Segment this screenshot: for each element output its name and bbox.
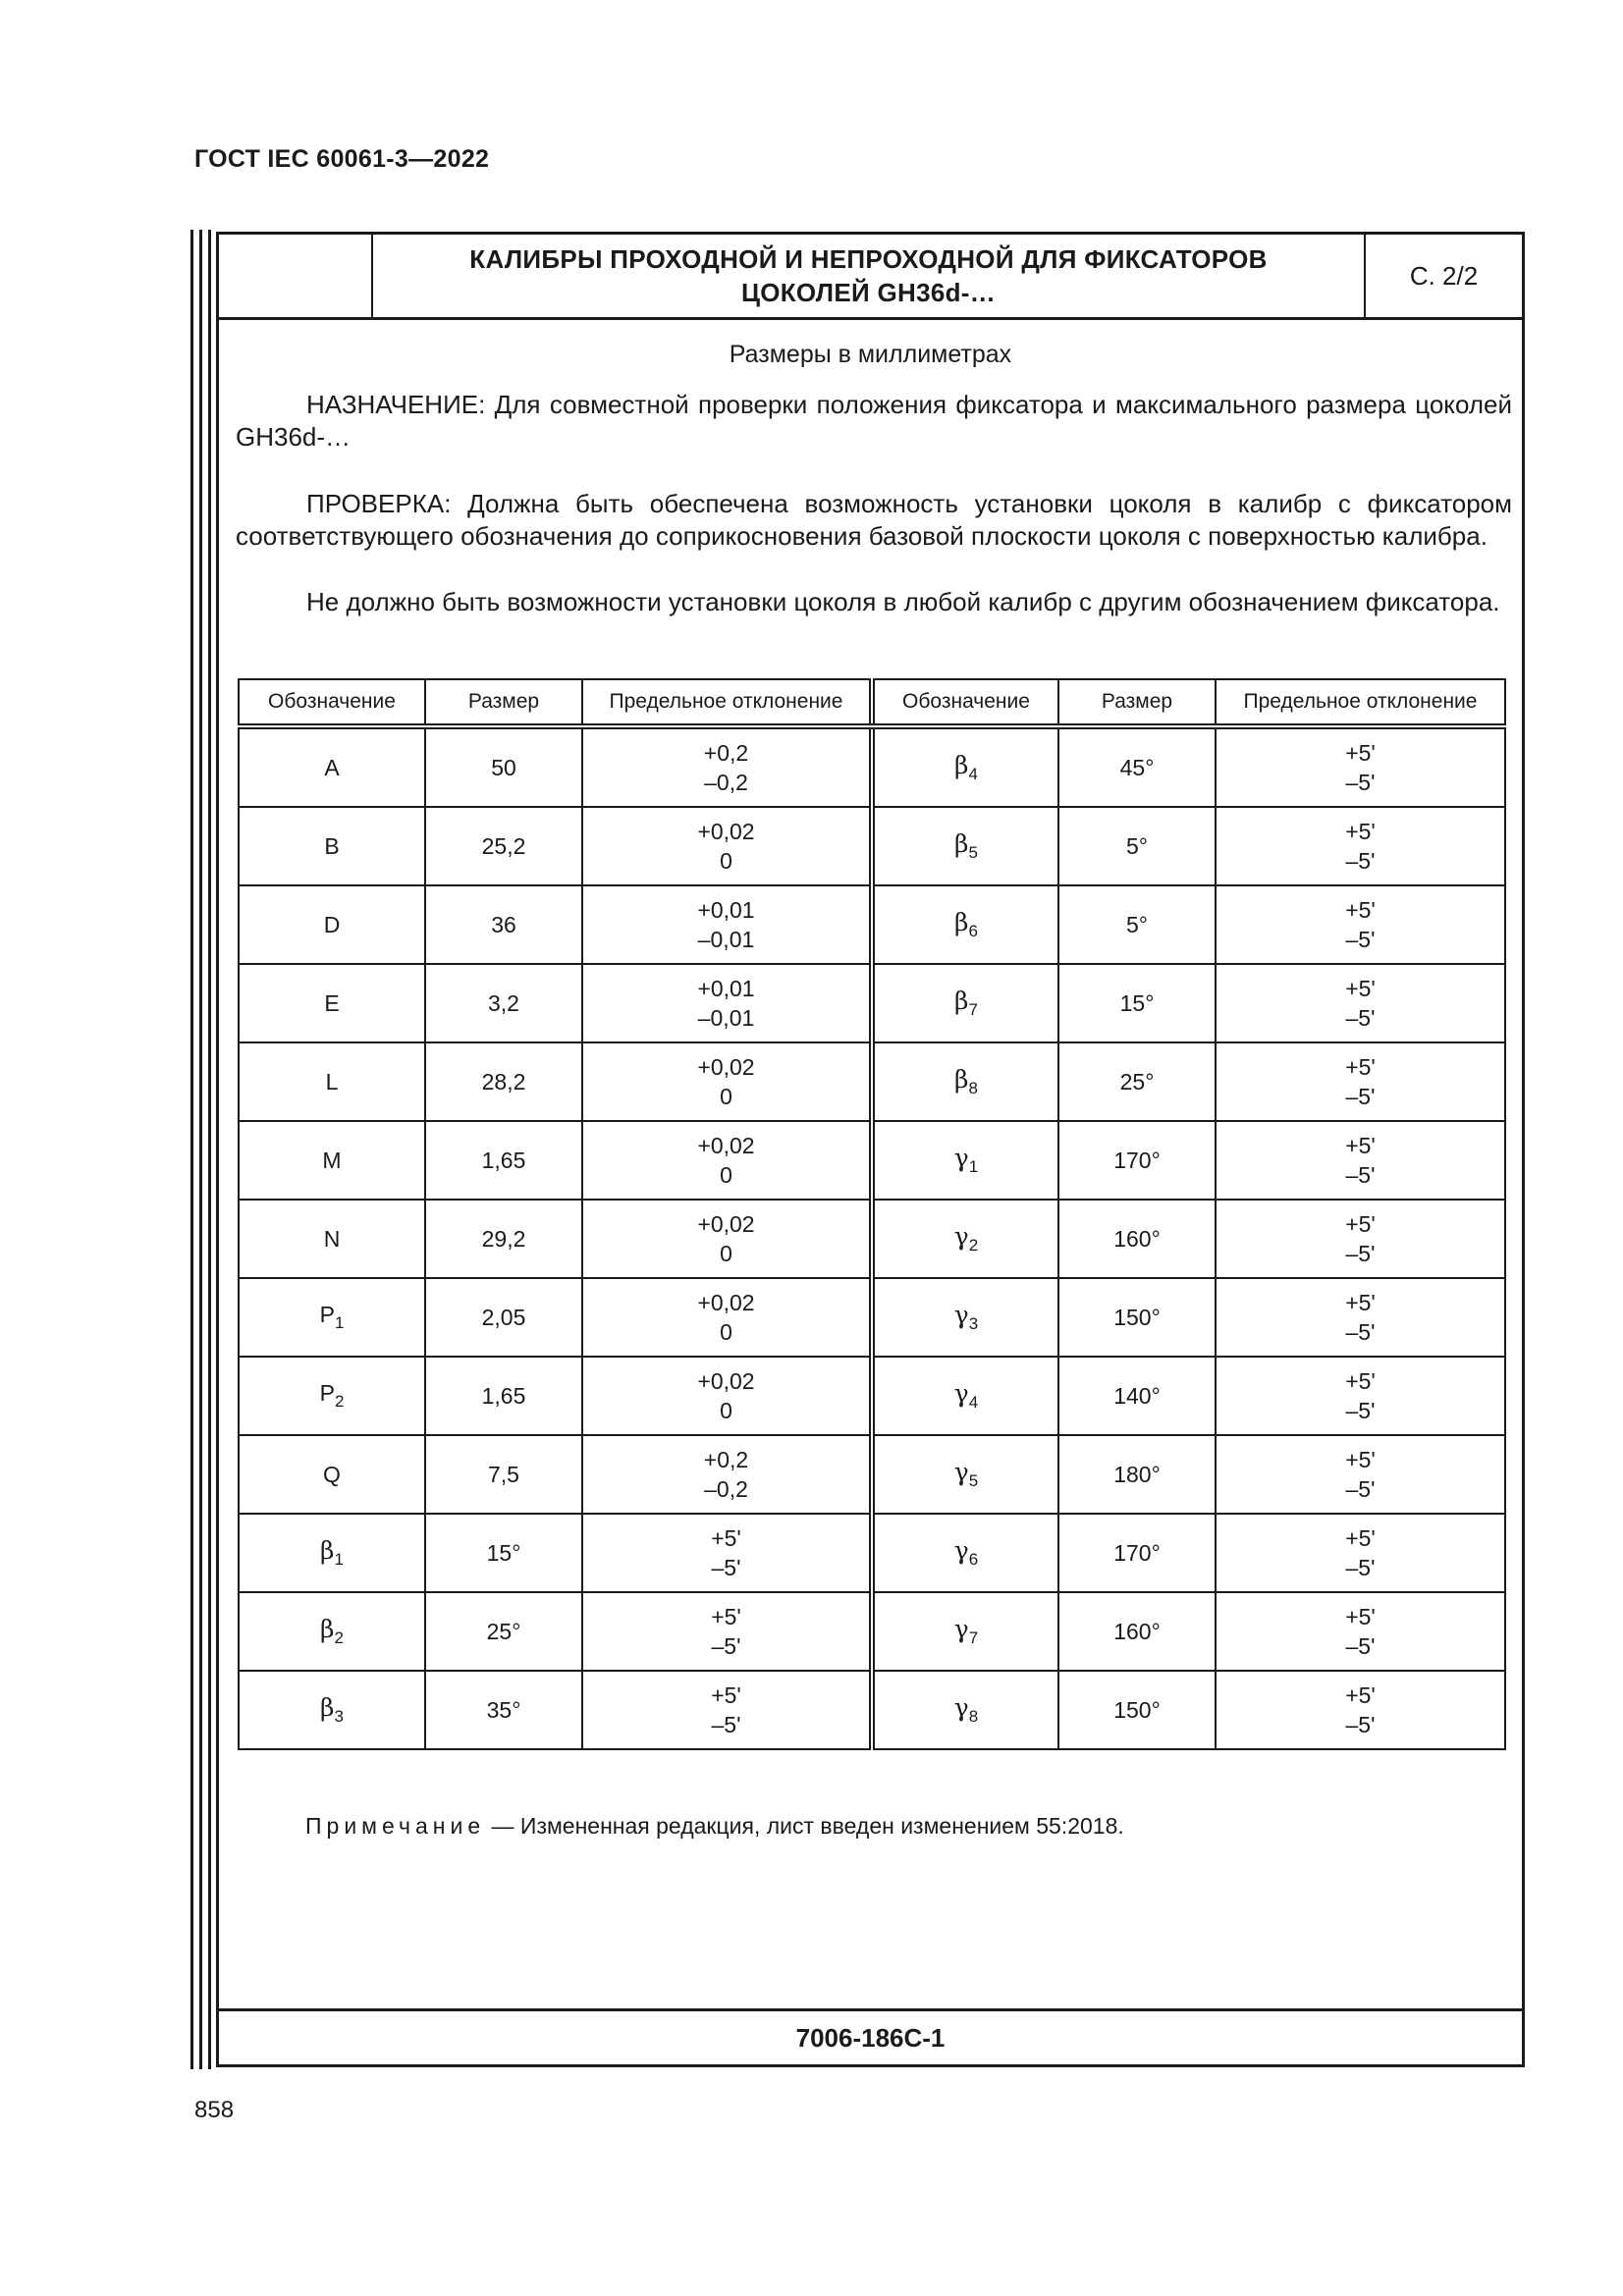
tolerance-cell xyxy=(582,1592,872,1671)
designation-subscript: 4 xyxy=(968,1393,979,1412)
tolerance-cell xyxy=(1216,1671,1505,1749)
designation-symbol: γ xyxy=(953,1301,969,1329)
designation-cell xyxy=(239,1435,425,1514)
upper-tolerance: +5' xyxy=(1345,1133,1376,1158)
upper-tolerance: +5' xyxy=(1345,1447,1376,1472)
lower-tolerance: –5' xyxy=(1345,1633,1376,1659)
document-header: ГОСТ IEC 60061-3—2022 xyxy=(194,145,490,173)
size-cell: 25° xyxy=(1058,1042,1216,1121)
designation-symbol: B xyxy=(324,832,340,859)
tolerance-cell xyxy=(1216,1042,1505,1121)
designation-subscript: 7 xyxy=(968,1629,979,1647)
lower-tolerance: –5' xyxy=(1345,1398,1376,1423)
size-cell: 150° xyxy=(1058,1278,1216,1357)
upper-tolerance: +0,01 xyxy=(697,976,755,1001)
designation-subscript: 8 xyxy=(968,1079,978,1097)
table-row xyxy=(239,1042,1505,1121)
designation-cell xyxy=(872,1200,1058,1278)
tolerance-cell xyxy=(582,1042,872,1121)
designation-symbol: β xyxy=(954,987,969,1015)
designation-subscript: 6 xyxy=(968,1550,979,1569)
designation-subscript: 5 xyxy=(968,843,978,862)
size-cell: 28,2 xyxy=(425,1042,582,1121)
size-cell: 50 xyxy=(425,726,582,807)
column-header: Обозначение xyxy=(872,679,1058,726)
upper-tolerance: +0,02 xyxy=(697,1290,755,1315)
designation-cell xyxy=(872,1592,1058,1671)
lower-tolerance: 0 xyxy=(720,1398,732,1423)
designation-symbol: β xyxy=(954,751,969,779)
lower-tolerance: –5' xyxy=(1345,1712,1376,1737)
lower-tolerance: –5' xyxy=(1345,1084,1376,1109)
designation-symbol: A xyxy=(324,754,340,780)
tolerance-cell xyxy=(582,1200,872,1278)
table-row xyxy=(239,1200,1505,1278)
units-note: Размеры в миллиметрах xyxy=(729,341,1012,368)
check-paragraph-2: Не должно быть возможности установки цоколя в любой калибр с другим обозначением фиксатора. xyxy=(306,587,1500,616)
column-header: Обозначение xyxy=(239,679,425,726)
designation-cell xyxy=(872,726,1058,807)
designation-symbol: β xyxy=(954,1065,969,1094)
size-cell: 170° xyxy=(1058,1514,1216,1592)
designation-symbol: γ xyxy=(953,1536,969,1565)
page-number: 858 xyxy=(194,2097,235,2123)
footnote-label: Примечание xyxy=(305,1813,486,1839)
tolerance-cell xyxy=(1216,1592,1505,1671)
size-cell: 5° xyxy=(1058,885,1216,964)
upper-tolerance: +0,02 xyxy=(697,1133,755,1158)
designation-symbol: E xyxy=(324,989,340,1016)
designation-subscript: 7 xyxy=(968,1000,978,1019)
upper-tolerance: +5' xyxy=(1345,1054,1376,1080)
upper-tolerance: +5' xyxy=(1345,1368,1376,1394)
designation-cell xyxy=(239,1592,425,1671)
title-block xyxy=(219,235,1522,320)
size-cell: 36 xyxy=(425,885,582,964)
upper-tolerance: +0,2 xyxy=(703,740,749,766)
upper-tolerance: +0,01 xyxy=(697,897,755,923)
tolerance-cell xyxy=(1216,964,1505,1042)
designation-symbol: N xyxy=(323,1225,341,1252)
table-row xyxy=(239,807,1505,885)
lower-tolerance: –5' xyxy=(711,1712,741,1737)
designation-subscript: 1 xyxy=(334,1550,344,1569)
tolerance-cell xyxy=(582,1357,872,1435)
tolerance-cell xyxy=(1216,1200,1505,1278)
designation-subscript: 2 xyxy=(334,1392,345,1411)
designation-cell xyxy=(239,1121,425,1200)
dimensions-table xyxy=(238,678,1506,1750)
upper-tolerance: +5' xyxy=(1345,1682,1376,1708)
footnote xyxy=(305,1813,1124,1840)
lower-tolerance: –0,01 xyxy=(697,1005,755,1031)
designation-subscript: 1 xyxy=(968,1157,979,1176)
sheet-code: 7006-186C-1 xyxy=(219,2008,1522,2064)
designation-symbol: β xyxy=(320,1693,335,1722)
size-cell: 1,65 xyxy=(425,1357,582,1435)
lower-tolerance: 0 xyxy=(720,1319,732,1345)
designation-symbol: γ xyxy=(953,1615,969,1643)
designation-symbol: γ xyxy=(953,1222,969,1251)
tolerance-cell xyxy=(582,807,872,885)
tolerance-cell xyxy=(582,885,872,964)
column-header: Размер xyxy=(1058,679,1216,726)
designation-cell xyxy=(239,885,425,964)
designation-cell xyxy=(872,1357,1058,1435)
upper-tolerance: +5' xyxy=(1345,976,1376,1001)
designation-cell xyxy=(239,1357,425,1435)
designation-subscript: 2 xyxy=(334,1629,344,1647)
upper-tolerance: +5' xyxy=(711,1604,741,1629)
tolerance-cell xyxy=(1216,1435,1505,1514)
lower-tolerance: –0,01 xyxy=(697,927,755,952)
size-cell: 3,2 xyxy=(425,964,582,1042)
tolerance-cell xyxy=(1216,726,1505,807)
margin-line xyxy=(199,230,202,2069)
upper-tolerance: +5' xyxy=(711,1682,741,1708)
designation-symbol: γ xyxy=(953,1693,969,1722)
upper-tolerance: +5' xyxy=(1345,1525,1376,1551)
lower-tolerance: –5' xyxy=(1345,770,1376,795)
lower-tolerance: –5' xyxy=(1345,1241,1376,1266)
designation-cell xyxy=(239,807,425,885)
designation-cell xyxy=(239,1042,425,1121)
designation-symbol: γ xyxy=(953,1379,969,1408)
upper-tolerance: +5' xyxy=(1345,819,1376,844)
designation-cell xyxy=(872,1042,1058,1121)
designation-subscript: 3 xyxy=(334,1707,344,1726)
designation-subscript: 3 xyxy=(968,1314,979,1333)
designation-cell xyxy=(872,1278,1058,1357)
table-row xyxy=(239,1121,1505,1200)
designation-cell xyxy=(872,1671,1058,1749)
check-paragraph: ПРОВЕРКА: Должна быть обеспечена возможность установки цоколя в калибр с фиксатором соответствующего обозначения до соприкосновения базовой плоскости цоколя с поверхностью калибра. xyxy=(236,489,1512,551)
purpose-paragraph: НАЗНАЧЕНИЕ: Для совместной проверки положения фиксатора и максимального размера цоколей GH36d-… xyxy=(236,390,1512,452)
designation-symbol: D xyxy=(323,911,341,937)
designation-cell xyxy=(872,807,1058,885)
designation-symbol: γ xyxy=(953,1458,969,1486)
table-row xyxy=(239,726,1505,807)
lower-tolerance: –5' xyxy=(1345,1162,1376,1188)
designation-cell xyxy=(239,1200,425,1278)
column-header: Предельное отклонение xyxy=(582,679,872,726)
table-row xyxy=(239,1278,1505,1357)
size-cell: 15° xyxy=(1058,964,1216,1042)
margin-line xyxy=(208,230,211,2069)
upper-tolerance: +5' xyxy=(1345,1290,1376,1315)
designation-cell xyxy=(872,1514,1058,1592)
designation-symbol: P xyxy=(319,1302,335,1327)
tolerance-cell xyxy=(582,1121,872,1200)
upper-tolerance: +5' xyxy=(1345,897,1376,923)
size-cell: 35° xyxy=(425,1671,582,1749)
table-row xyxy=(239,964,1505,1042)
lower-tolerance: 0 xyxy=(720,1084,732,1109)
lower-tolerance: –0,2 xyxy=(704,1476,748,1502)
lower-tolerance: 0 xyxy=(720,848,732,874)
upper-tolerance: +0,02 xyxy=(697,1368,755,1394)
designation-subscript: 8 xyxy=(968,1707,979,1726)
designation-cell xyxy=(239,1278,425,1357)
lower-tolerance: –5' xyxy=(1345,1005,1376,1031)
tolerance-cell xyxy=(582,1514,872,1592)
size-cell: 180° xyxy=(1058,1435,1216,1514)
sheet-title xyxy=(373,235,1364,317)
lower-tolerance: –5' xyxy=(711,1555,741,1580)
designation-symbol: β xyxy=(954,829,969,858)
designation-cell xyxy=(872,1121,1058,1200)
column-header: Предельное отклонение xyxy=(1216,679,1505,726)
title-blank-cell xyxy=(219,235,373,317)
designation-symbol: β xyxy=(320,1615,335,1643)
upper-tolerance: +5' xyxy=(711,1525,741,1551)
table-row xyxy=(239,1357,1505,1435)
lower-tolerance: –0,2 xyxy=(704,770,748,795)
size-cell: 170° xyxy=(1058,1121,1216,1200)
upper-tolerance: +0,2 xyxy=(703,1447,749,1472)
tolerance-cell xyxy=(1216,807,1505,885)
lower-tolerance: –5' xyxy=(1345,1319,1376,1345)
designation-subscript: 1 xyxy=(334,1313,345,1332)
designation-subscript: 6 xyxy=(968,922,978,940)
table-row xyxy=(239,1671,1505,1749)
designation-symbol: γ xyxy=(953,1144,969,1172)
tolerance-cell xyxy=(1216,1121,1505,1200)
table-header-row xyxy=(239,679,1505,726)
size-cell: 1,65 xyxy=(425,1121,582,1200)
designation-cell xyxy=(239,726,425,807)
size-cell: 45° xyxy=(1058,726,1216,807)
lower-tolerance: 0 xyxy=(720,1162,732,1188)
designation-symbol: β xyxy=(320,1536,335,1565)
upper-tolerance: +5' xyxy=(1345,1604,1376,1629)
size-cell: 160° xyxy=(1058,1592,1216,1671)
tolerance-cell xyxy=(582,726,872,807)
size-cell: 25° xyxy=(425,1592,582,1671)
tolerance-cell xyxy=(582,1671,872,1749)
lower-tolerance: –5' xyxy=(1345,848,1376,874)
designation-subscript: 2 xyxy=(968,1236,979,1255)
lower-tolerance: –5' xyxy=(711,1633,741,1659)
footnote-text: — Измененная редакция, лист введен изменением 55:2018. xyxy=(485,1813,1124,1839)
size-cell: 2,05 xyxy=(425,1278,582,1357)
designation-symbol: β xyxy=(954,908,969,936)
lower-tolerance: –5' xyxy=(1345,1476,1376,1502)
table-row xyxy=(239,1514,1505,1592)
designation-cell xyxy=(239,964,425,1042)
tolerance-cell xyxy=(1216,1514,1505,1592)
table-row xyxy=(239,1435,1505,1514)
table-row xyxy=(239,885,1505,964)
tolerance-cell xyxy=(1216,1278,1505,1357)
upper-tolerance: +5' xyxy=(1345,1211,1376,1237)
sheet-title-line: ЦОКОЛЕЙ GH36d-… xyxy=(740,278,997,307)
designation-cell xyxy=(872,885,1058,964)
tolerance-cell xyxy=(1216,1357,1505,1435)
designation-symbol: L xyxy=(325,1068,339,1095)
sheet-title-line: КАЛИБРЫ ПРОХОДНОЙ И НЕПРОХОДНОЙ ДЛЯ ФИКСАТОРОВ xyxy=(469,244,1268,274)
size-cell: 7,5 xyxy=(425,1435,582,1514)
table-row xyxy=(239,1592,1505,1671)
tolerance-cell xyxy=(582,1278,872,1357)
tolerance-cell xyxy=(582,1435,872,1514)
tolerance-cell xyxy=(582,964,872,1042)
size-cell: 140° xyxy=(1058,1357,1216,1435)
margin-line xyxy=(190,230,193,2069)
lower-tolerance: 0 xyxy=(720,1241,732,1266)
column-header: Размер xyxy=(425,679,582,726)
lower-tolerance: –5' xyxy=(1345,927,1376,952)
upper-tolerance: +0,02 xyxy=(697,1054,755,1080)
size-cell: 160° xyxy=(1058,1200,1216,1278)
size-cell: 25,2 xyxy=(425,807,582,885)
upper-tolerance: +0,02 xyxy=(697,1211,755,1237)
upper-tolerance: +5' xyxy=(1345,740,1376,766)
size-cell: 150° xyxy=(1058,1671,1216,1749)
designation-subscript: 4 xyxy=(968,765,978,783)
designation-cell xyxy=(872,964,1058,1042)
size-cell: 29,2 xyxy=(425,1200,582,1278)
designation-cell xyxy=(872,1435,1058,1514)
designation-symbol: P xyxy=(319,1380,335,1406)
designation-subscript: 5 xyxy=(968,1471,979,1490)
size-cell: 5° xyxy=(1058,807,1216,885)
designation-symbol: Q xyxy=(323,1461,341,1487)
designation-symbol: M xyxy=(322,1147,342,1173)
lower-tolerance: –5' xyxy=(1345,1555,1376,1580)
sheet-frame xyxy=(216,232,1525,2067)
designation-cell xyxy=(239,1514,425,1592)
sheet-page-number: С. 2/2 xyxy=(1364,235,1522,317)
designation-cell xyxy=(239,1671,425,1749)
upper-tolerance: +0,02 xyxy=(697,819,755,844)
size-cell: 15° xyxy=(425,1514,582,1592)
tolerance-cell xyxy=(1216,885,1505,964)
